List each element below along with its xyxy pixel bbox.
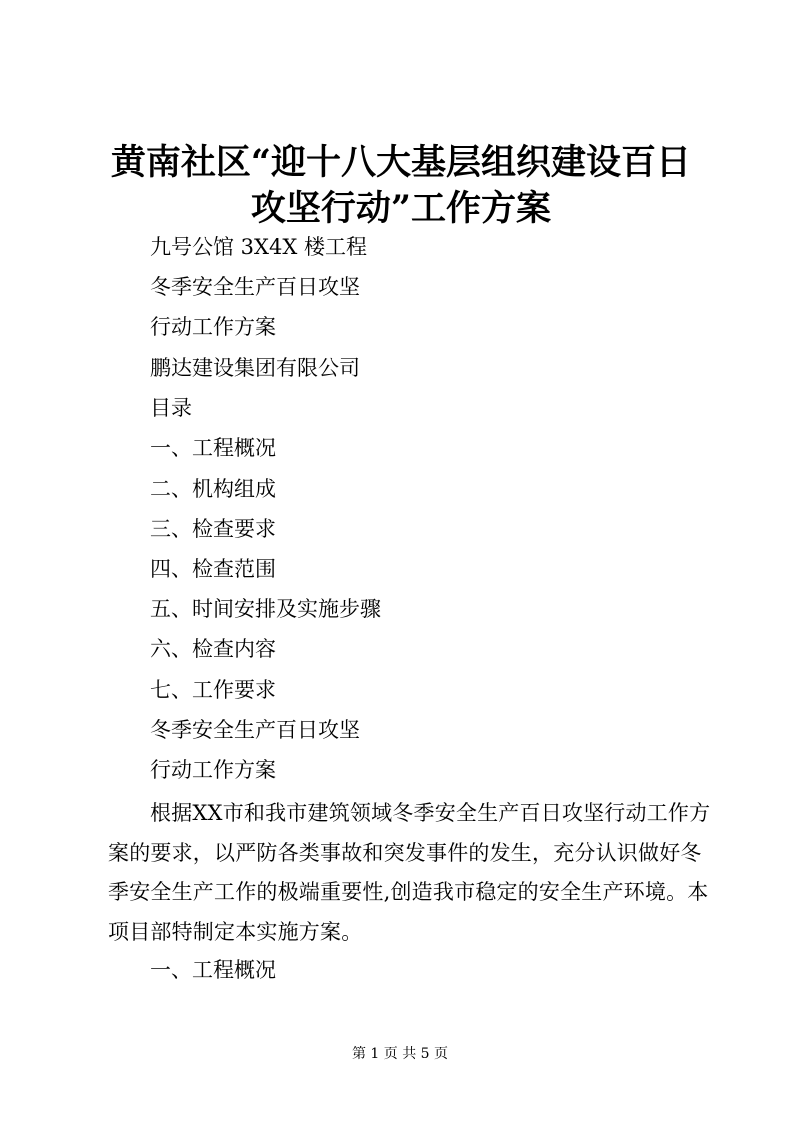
toc-item-7: 七、工作要求 (150, 678, 276, 702)
body-paragraph: 根据XX市和我市建筑领域冬季安全生产百日攻坚行动工作方案的要求，以严防各类事故和突发事件的发生，充分认识做好冬季安全生产工作的极端重要性,创造我市稳定的安全生产环境。本项目部特制定本实施方案。 (108, 801, 711, 944)
toc-item-4: 四、检查范围 (150, 557, 276, 581)
subtitle-line-2: 行动工作方案 (150, 315, 276, 339)
toc-item-2: 二、机构组成 (150, 477, 276, 501)
toc-item-3: 三、检查要求 (150, 517, 276, 541)
toc-heading: 目录 (150, 396, 192, 420)
page-footer: 第 1 页 共 5 页 (351, 1046, 449, 1062)
subtitle-line-1: 冬季安全生产百日攻坚 (150, 275, 360, 299)
toc-item-1: 一、工程概况 (150, 436, 276, 460)
section-title-line-1: 冬季安全生产百日攻坚 (150, 718, 360, 742)
toc-item-5: 五、时间安排及实施步骤 (150, 597, 381, 621)
project-name-line: 九号公馆 3X4X 楼工程 (150, 235, 367, 259)
document-title: 黄南社区“迎十八大基层组织建设百日攻坚行动”工作方案 (110, 142, 692, 229)
section-heading: 一、工程概况 (150, 958, 276, 982)
company-name-line: 鹏达建设集团有限公司 (150, 356, 360, 380)
toc-item-6: 六、检查内容 (150, 637, 276, 661)
section-title-line-2: 行动工作方案 (150, 758, 276, 782)
